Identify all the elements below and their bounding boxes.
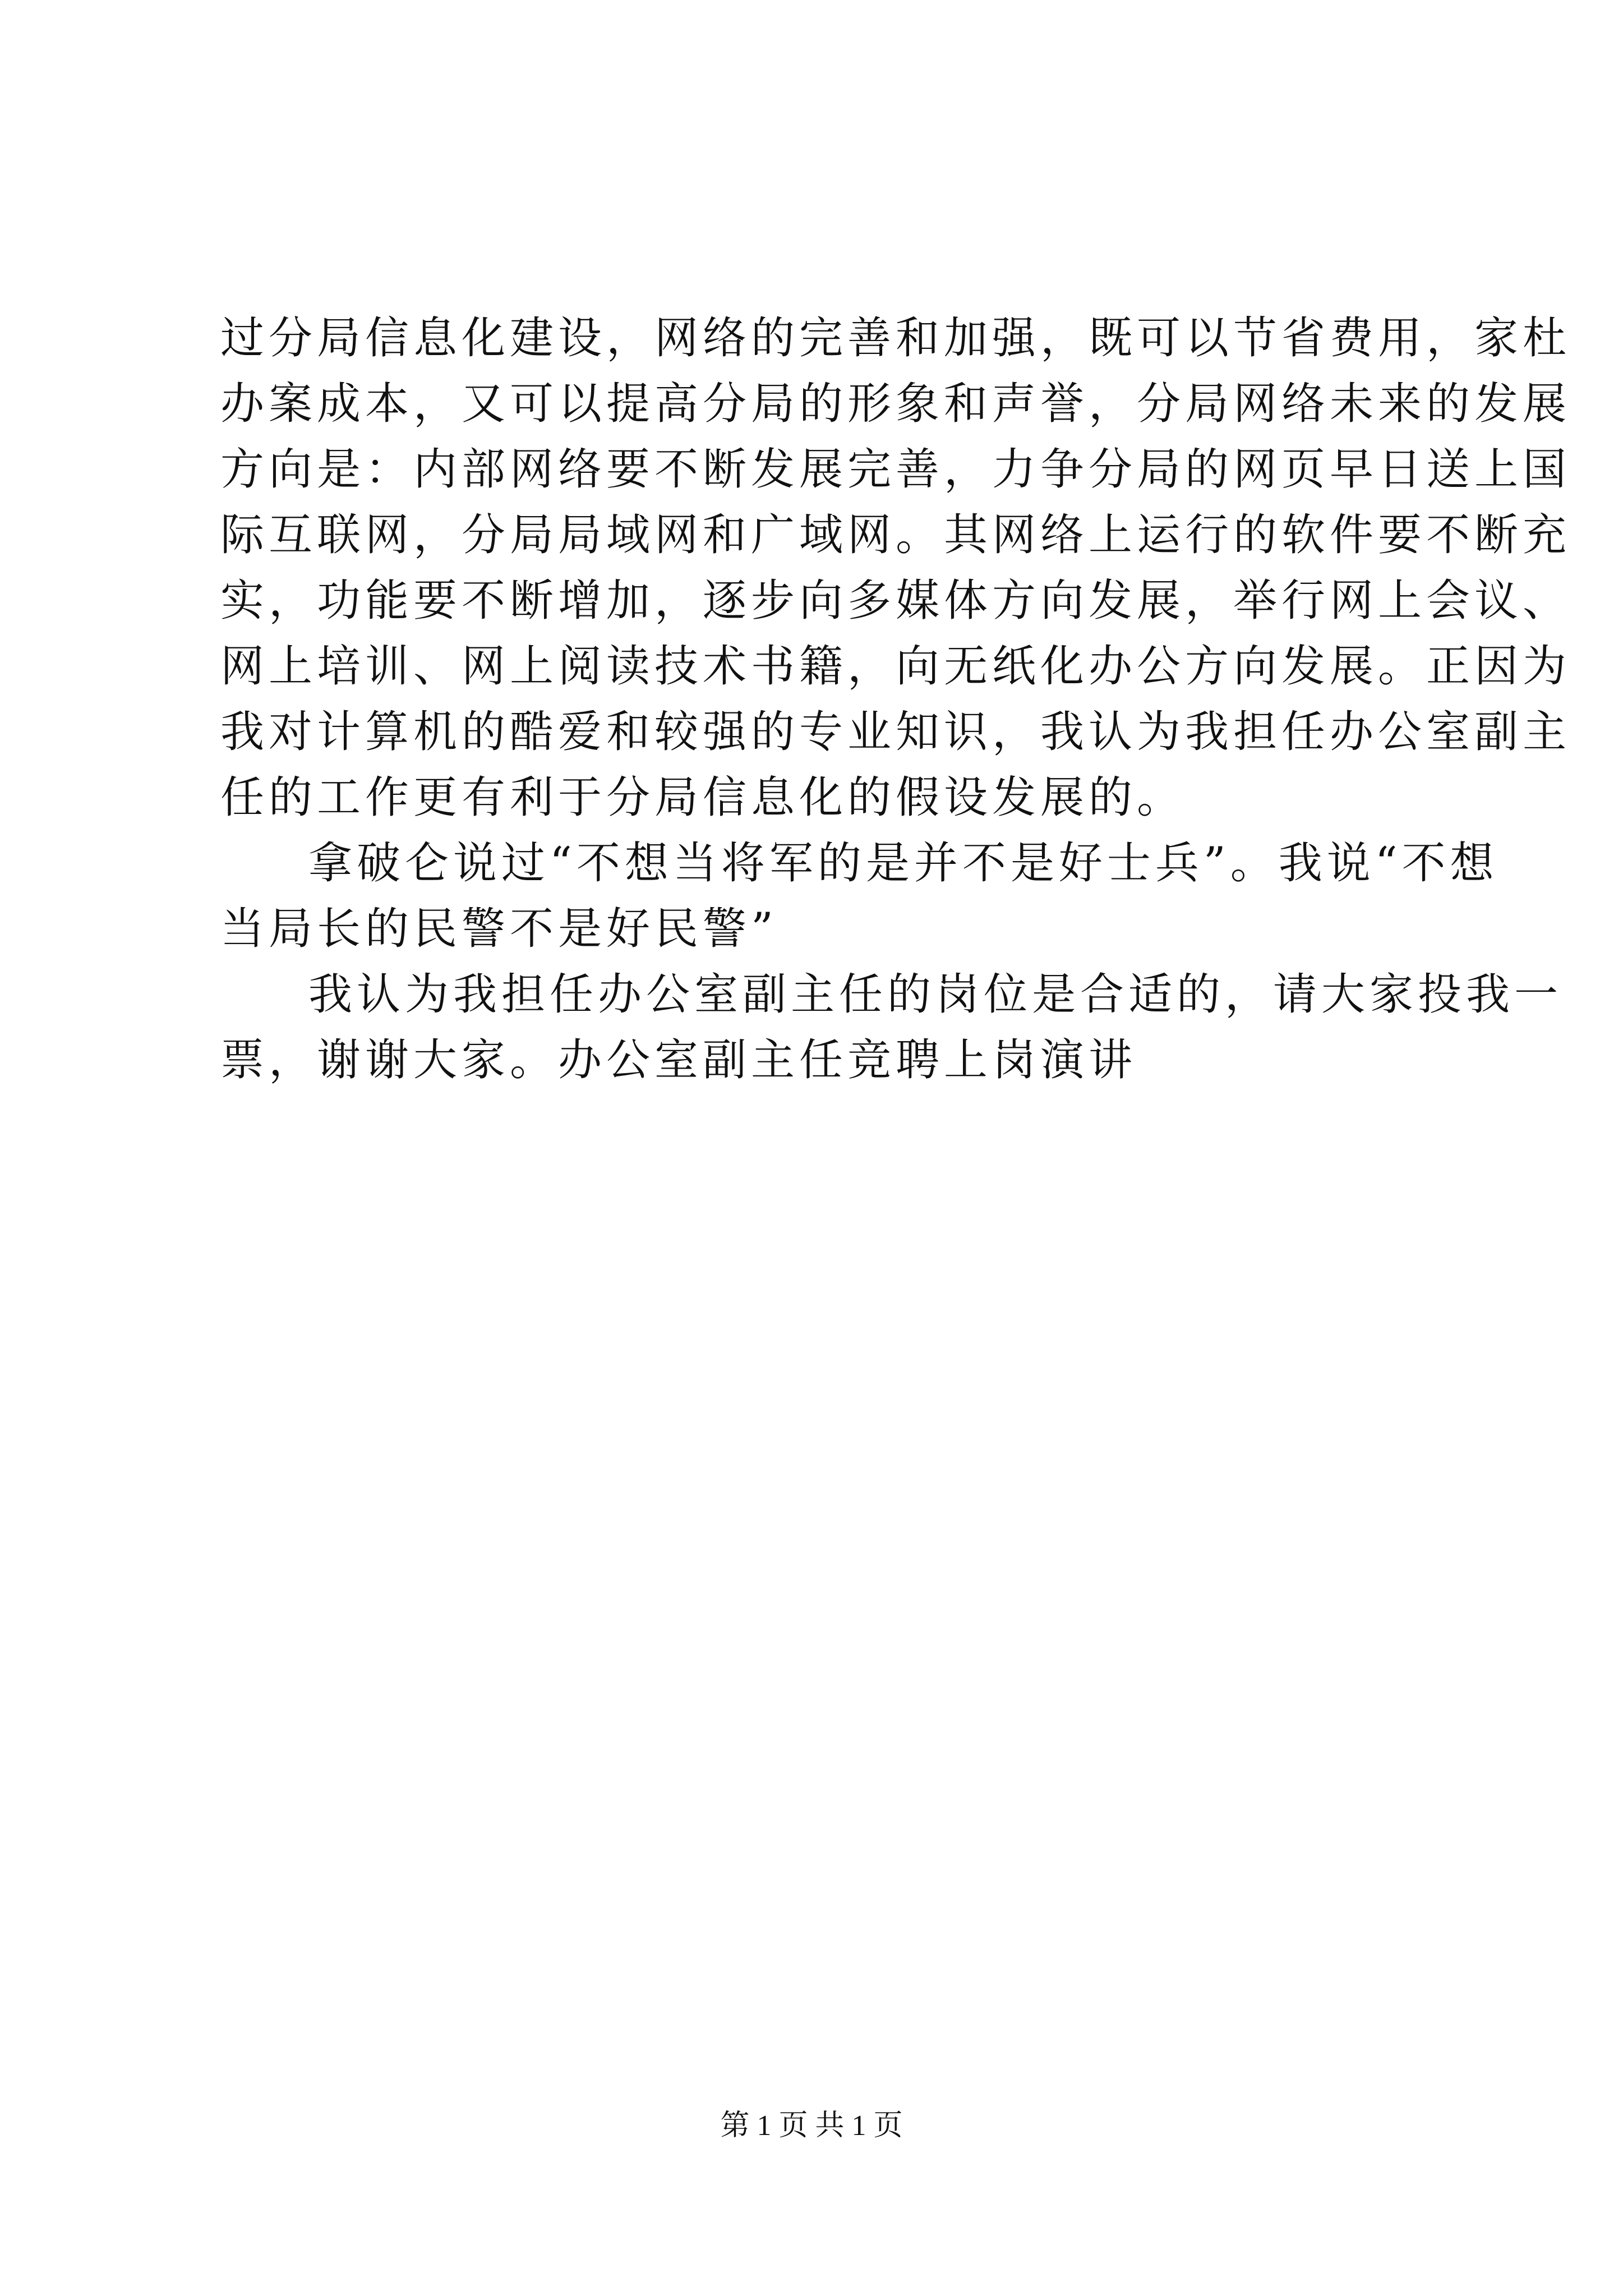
text-line: 我对计算机的酷爱和较强的专业知识，我认为我担任办公室副主 bbox=[220, 707, 1571, 757]
page-number-footer: 第 1 页 共 1 页 bbox=[720, 2110, 903, 2142]
text-line: 实，功能要不断增加，逐步向多媒体方向发展，举行网上会议、 bbox=[220, 576, 1571, 626]
text-line: 过分局信息化建设，网络的完善和加强，既可以节省费用，家杜 bbox=[220, 313, 1571, 364]
text-line: 际互联网，分局局域网和广域网。其网络上运行的软件要不断充 bbox=[220, 510, 1571, 560]
text-line: 票，谢谢大家。办公室副主任竞聘上岗演讲 bbox=[220, 1035, 1137, 1085]
body-text bbox=[220, 306, 1571, 1093]
paragraph-first-line: 拿破仑说过“不想当将军的是并不是好士兵”。我说“不想 bbox=[308, 838, 1498, 889]
text-line: 网上培训、网上阅读技术书籍，向无纸化办公方向发展。正因为 bbox=[220, 641, 1571, 692]
text-line: 任的工作更有利于分局信息化的假设发展的。 bbox=[220, 772, 1186, 823]
text-line: 当局长的民警不是好民警” bbox=[220, 904, 778, 954]
text-line: 方向是：内部网络要不断发展完善，力争分局的网页早日送上国 bbox=[220, 444, 1571, 495]
paragraph-first-line: 我认为我担任办公室副主任的岗位是合适的，请大家投我一 bbox=[308, 969, 1563, 1020]
text-line: 办案成本，又可以提高分局的形象和声誉，分局网络未来的发展 bbox=[220, 379, 1571, 429]
